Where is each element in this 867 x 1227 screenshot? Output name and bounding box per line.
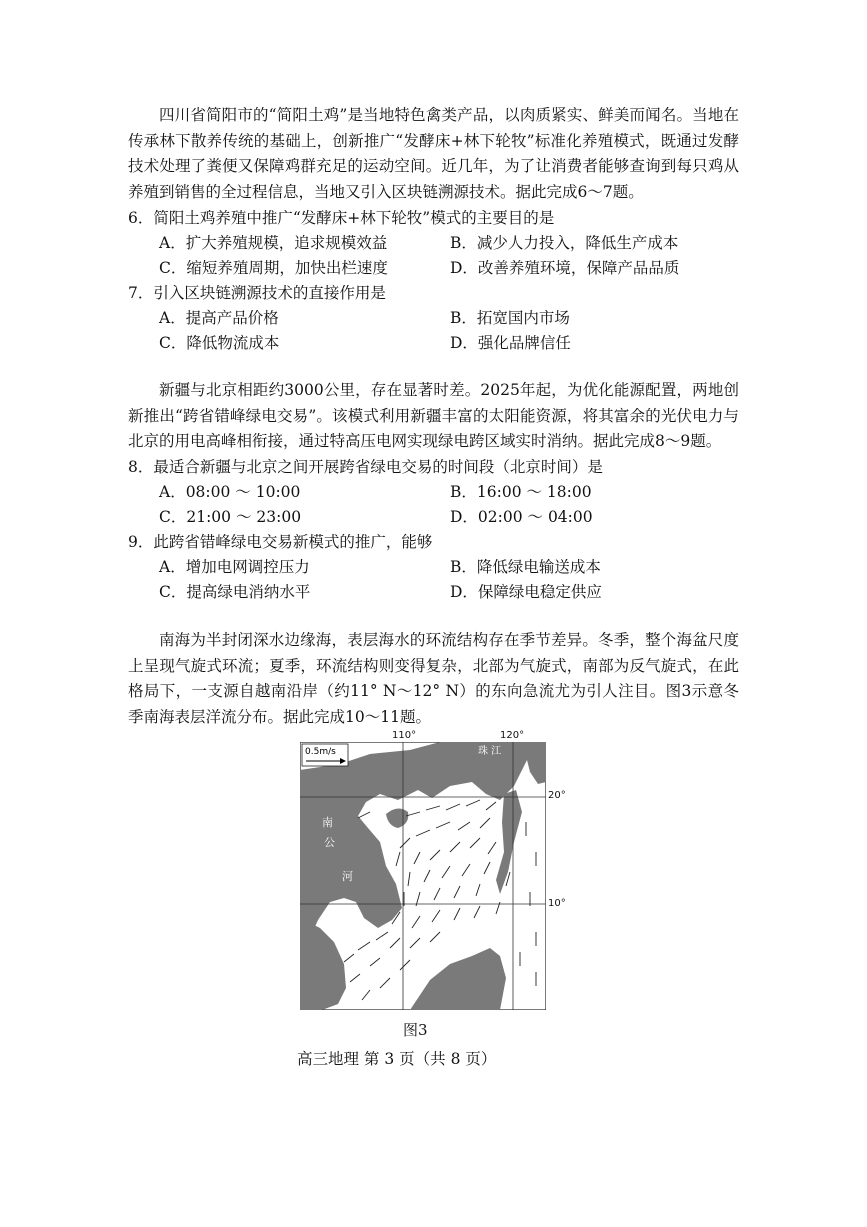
place-label-4: 珠 江 bbox=[478, 746, 502, 757]
place-label-1: 南 bbox=[322, 816, 333, 829]
q8-option-c: C．21:00 ～ 23:00 bbox=[159, 508, 302, 526]
lat-10-label: 10° bbox=[548, 898, 566, 909]
q9-option-b: B．降低绿电输送成本 bbox=[450, 558, 601, 576]
passage-3: 南海为半封闭深水边缘海，表层海水的环流结构存在季节差异。冬季，整个海盆尺度上呈现气旋式环流；夏季，环流结构则变得复杂，北部为气旋式，南部为反气旋式，在此格局下，一支源自越南沿岸（约11° N～12° N）的东向急流尤为引人注目。图3示意冬季南海表层洋流分布。据此完成10～11题。 bbox=[128, 631, 739, 726]
passage-1: 四川省简阳市的“简阳土鸡”是当地特色禽类产品，以肉质紧实、鲜美而闻名。当地在传承林下散养传统的基础上，创新推广“发酵床+林下轮牧”标准化养殖模式，既通过发酵技术处理了粪便又保障鸡群充足的运动空间。近几年，为了让消费者能够查询到每只鸡从养殖到销售的全过程信息，当地又引入区块链溯源技术。据此完成6～7题。 bbox=[128, 106, 739, 201]
q8-option-b: B．16:00 ～ 18:00 bbox=[450, 483, 592, 501]
scale-label: 0.5m/s bbox=[305, 747, 336, 757]
place-label-3: 河 bbox=[342, 870, 353, 883]
q7-option-b: B．拓宽国内市场 bbox=[450, 309, 570, 327]
q7-option-d: D．强化品牌信任 bbox=[450, 334, 571, 352]
q8-option-a: A．08:00 ～ 10:00 bbox=[159, 483, 301, 501]
q9-option-c: C．提高绿电消纳水平 bbox=[159, 583, 311, 601]
question-7: 7．引入区块链溯源技术的直接作用是 bbox=[128, 284, 386, 302]
q9-option-a: A．增加电网调控压力 bbox=[159, 558, 310, 576]
question-9: 9．此跨省错峰绿电交易新模式的推广，能够 bbox=[128, 533, 433, 551]
place-label-2: 公 bbox=[324, 836, 335, 849]
q8-option-d: D．02:00 ～ 04:00 bbox=[450, 508, 593, 526]
question-8: 8．最适合新疆与北京之间开展跨省绿电交易的时间段（北京时间）是 bbox=[128, 458, 603, 476]
figure-caption: 图3 bbox=[403, 1021, 428, 1039]
q7-option-c: C．降低物流成本 bbox=[159, 334, 280, 352]
q6-option-c: C．缩短养殖周期，加快出栏速度 bbox=[159, 259, 388, 277]
map-svg bbox=[300, 742, 546, 1010]
page-footer: 高三地理 第 3 页（共 8 页） bbox=[297, 1050, 497, 1068]
lon-120-label: 120° bbox=[500, 730, 525, 741]
q6-option-d: D．改善养殖环境，保障产品品质 bbox=[450, 259, 680, 277]
q6-option-b: B．减少人力投入，降低生产成本 bbox=[450, 234, 679, 252]
question-6: 6．简阳土鸡养殖中推广“发酵床+林下轮牧”模式的主要目的是 bbox=[128, 209, 555, 227]
south-china-sea-current-map bbox=[300, 730, 566, 1010]
q9-option-d: D．保障绿电稳定供应 bbox=[450, 583, 602, 601]
q7-option-a: A．提高产品价格 bbox=[159, 309, 279, 327]
lon-110-label: 110° bbox=[392, 730, 417, 741]
lat-20-label: 20° bbox=[548, 790, 566, 801]
q6-option-a: A．扩大养殖规模，追求规模效益 bbox=[159, 234, 388, 252]
passage-2: 新疆与北京相距约3000公里，存在显著时差。2025年起，为优化能源配置，两地创新推出“跨省错峰绿电交易”。该模式利用新疆丰富的太阳能资源，将其富余的光伏电力与北京的用电高峰相衔接，通过特高压电网实现绿电跨区域实时消纳。据此完成8～9题。 bbox=[128, 381, 739, 450]
